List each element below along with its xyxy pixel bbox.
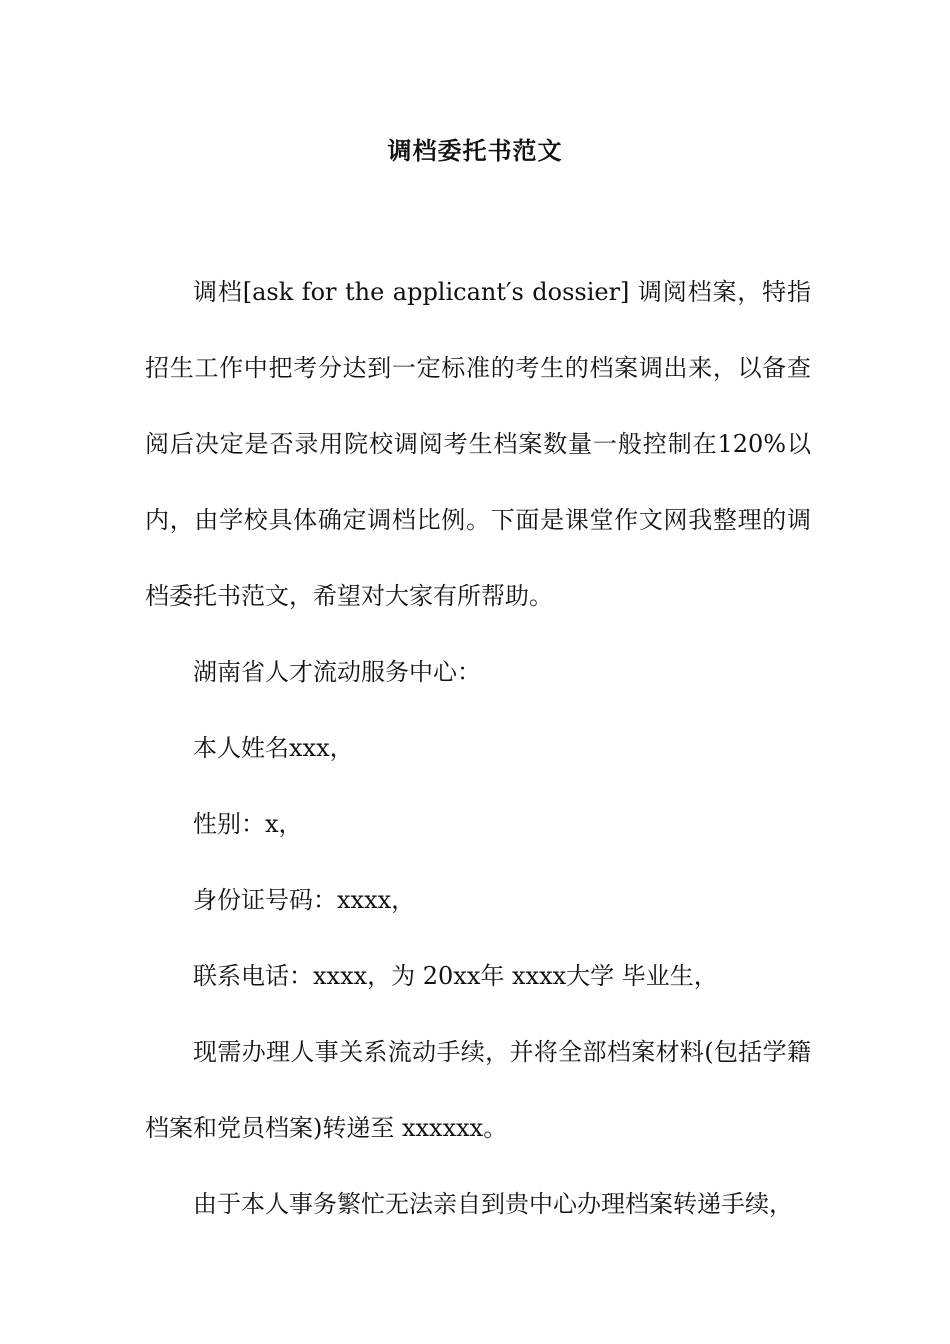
contact-paragraph: 联系电话：xxxx，为 20xx年 xxxx大学 毕业生， — [193, 962, 718, 990]
addressee-paragraph: 湖南省人才流动服务中心： — [193, 658, 481, 686]
document-body — [145, 254, 811, 1242]
transfer-request-paragraph: 现需办理人事关系流动手续，并将全部档案材料(包括学籍档案和党员档案)转递至 xxxxxx。 — [145, 1038, 811, 1142]
reason-paragraph: 由于本人事务繁忙无法亲自到贵中心办理档案转递手续， — [193, 1190, 793, 1218]
document-title: 调档委托书范文 — [387, 136, 563, 165]
gender-paragraph: 性别：x， — [193, 810, 303, 838]
id-number-paragraph: 身份证号码：xxxx， — [193, 886, 416, 914]
intro-paragraph: 调档[ask for the applicant′s dossier] 调阅档案，特指招生工作中把考分达到一定标准的考生的档案调出来，以备查阅后决定是否录用院校调阅考生档案数量一般控制在120%以内，由学校具体确定调档比例。下面是课堂作文网我整理的调档委托书范文，希望对大家有所帮助。 — [145, 278, 811, 610]
name-paragraph: 本人姓名xxx， — [193, 734, 354, 762]
